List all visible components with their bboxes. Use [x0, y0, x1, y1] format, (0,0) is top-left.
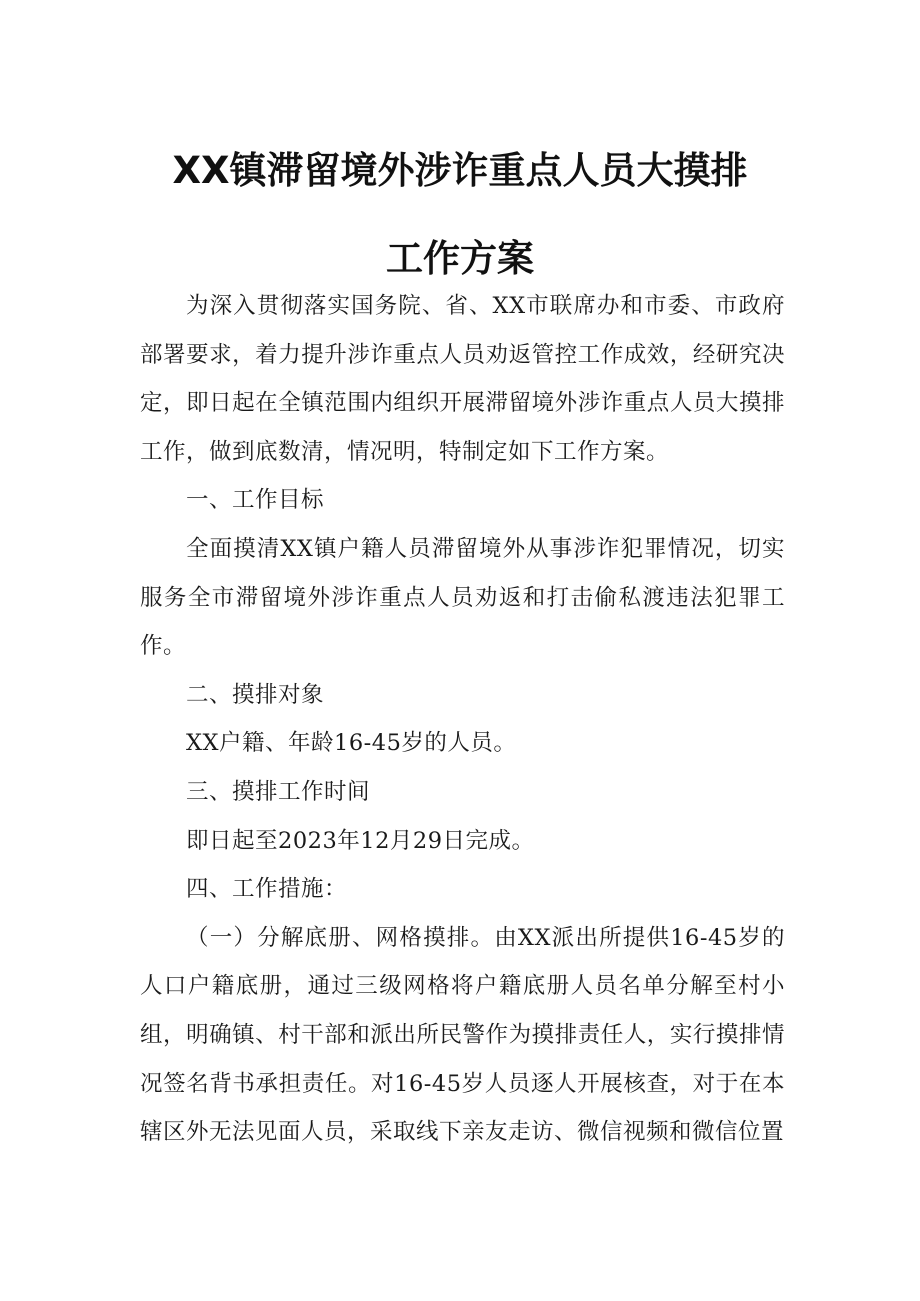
section-heading-goal: 一、工作目标 [186, 487, 325, 514]
time-paragraph: 即日起至2023年12月29日完成。 [186, 827, 535, 854]
section-heading-time: 三、摸排工作时间 [186, 778, 371, 805]
document-body [140, 282, 785, 1157]
section-heading-measures: 四、工作措施： [186, 876, 348, 903]
document-title-line-1: XX镇滞留境外涉诈重点人员大摸排 [172, 149, 748, 192]
section-heading-targets: 二、摸排对象 [186, 681, 325, 708]
measures-paragraph-1: （一）分解底册、网格摸排。由XX派出所提供16-45岁的人口户籍底册，通过三级网格将户籍底册人员名单分解至村小组，明确镇、村干部和派出所民警作为摸排责任人，实行摸排情况签名背书承担责任。对16-45岁人员逐人开展核查，对于在本辖区外无法见面人员，采取线下亲友走访、微信视频和微信位置 [140, 924, 785, 1146]
targets-paragraph: XX户籍、年龄16-45岁的人员。 [186, 730, 517, 757]
intro-paragraph: 为深入贯彻落实国务院、省、XX市联席办和市委、市政府部署要求，着力提升涉诈重点人员劝返管控工作成效，经研究决定，即日起在全镇范围内组织开展滞留境外涉诈重点人员大摸排工作，做到底数清，情况明，特制定如下工作方案。 [140, 293, 785, 465]
document-title-line-2: 工作方案 [386, 237, 534, 280]
goal-paragraph: 全面摸清XX镇户籍人员滞留境外从事涉诈犯罪情况，切实服务全市滞留境外涉诈重点人员劝返和打击偷私渡违法犯罪工作。 [140, 535, 785, 660]
